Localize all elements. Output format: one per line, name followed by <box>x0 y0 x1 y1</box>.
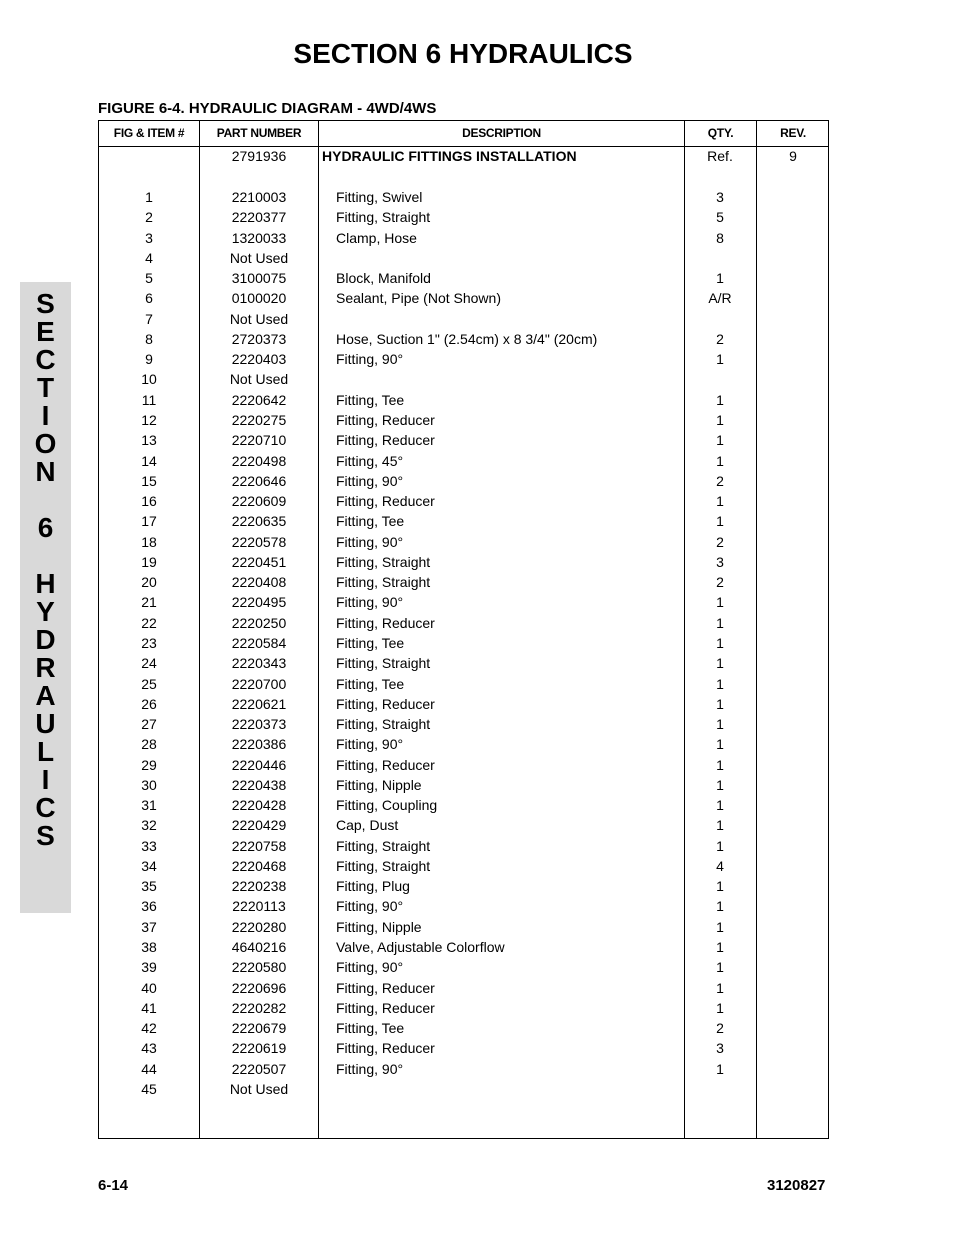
description-cell: Fitting, 90° <box>336 472 404 489</box>
description-cell: Fitting, Straight <box>336 209 431 226</box>
qty-cell: 1 <box>716 675 724 692</box>
side-tab-letters <box>20 290 71 850</box>
description-cell: Fitting, 90° <box>336 959 404 976</box>
qty-cell: 1 <box>716 837 724 854</box>
part-number-cell: 2220621 <box>231 695 287 712</box>
side-tab-letter: C <box>35 792 56 823</box>
item-cell: 22 <box>141 614 157 631</box>
table-row <box>99 451 828 471</box>
part-number-cell: 2220343 <box>231 655 287 672</box>
page-number: 6-14 <box>98 1177 129 1194</box>
description-cell: Fitting, Plug <box>336 878 410 895</box>
description-cell: Fitting, Straight <box>336 655 431 672</box>
part-number-cell: 2220700 <box>231 675 287 692</box>
table-row <box>99 957 828 977</box>
item-cell: 31 <box>141 797 157 814</box>
description-cell: Fitting, Tee <box>336 634 405 651</box>
part-number-cell: 2220646 <box>231 472 287 489</box>
part-number-cell: Not Used <box>229 371 289 388</box>
item-cell: 18 <box>141 533 157 550</box>
part-number-cell: 2220468 <box>231 857 287 874</box>
description-cell: Fitting, Reducer <box>336 1040 435 1057</box>
item-cell: 24 <box>141 655 157 672</box>
description-cell: Fitting, Straight <box>336 837 431 854</box>
description-cell: Fitting, 90° <box>336 736 404 753</box>
qty-cell: Ref. <box>707 148 733 164</box>
item-cell: 10 <box>141 371 157 388</box>
rev-cell: 9 <box>789 148 797 164</box>
description-cell: Fitting, Swivel <box>336 189 423 205</box>
part-number-cell: Not Used <box>229 310 289 327</box>
item-cell: 33 <box>141 837 157 854</box>
part-number-cell: 2220429 <box>231 817 287 834</box>
item-cell: 26 <box>141 695 157 712</box>
part-number-cell: 2220280 <box>231 918 287 935</box>
item-cell: 39 <box>141 959 157 976</box>
item-cell: 34 <box>141 857 157 874</box>
description-cell: Fitting, Reducer <box>336 493 435 510</box>
qty-cell: 1 <box>716 736 724 753</box>
description-cell: Fitting, Tee <box>336 675 405 692</box>
description-cell: Fitting, Straight <box>336 553 431 570</box>
description-cell: Clamp, Hose <box>336 229 417 246</box>
part-number-cell: 2220710 <box>231 432 287 449</box>
description-cell: Fitting, Straight <box>336 716 431 732</box>
part-number-cell: 3100075 <box>231 270 287 287</box>
description-cell: Fitting, Reducer <box>336 756 435 773</box>
description-cell: Fitting, Reducer <box>336 695 435 712</box>
header-rev: REV. <box>780 126 806 140</box>
qty-cell: 2 <box>716 472 724 489</box>
item-cell: 23 <box>141 634 157 651</box>
item-cell: 42 <box>141 1020 157 1037</box>
side-tab-letter: Y <box>36 596 55 627</box>
header-part-number: PART NUMBER <box>216 126 302 140</box>
qty-cell: 1 <box>716 655 724 672</box>
part-number-cell: 1320033 <box>231 229 287 246</box>
qty-cell: 1 <box>716 351 724 368</box>
qty-cell: 1 <box>716 695 724 712</box>
qty-cell: 1 <box>716 513 724 530</box>
item-cell: 20 <box>141 574 157 591</box>
qty-cell: 1 <box>716 432 724 449</box>
side-tab-letter: A <box>35 680 56 711</box>
table-row <box>99 1038 828 1058</box>
part-number-cell: 2220275 <box>231 412 287 428</box>
qty-cell: 5 <box>716 209 724 226</box>
side-tab-letter: N <box>35 456 56 487</box>
side-tab-letter: U <box>35 708 56 739</box>
table-row <box>99 248 828 268</box>
description-cell: Fitting, Reducer <box>336 432 435 449</box>
item-cell: 40 <box>141 979 157 996</box>
qty-cell: 1 <box>716 959 724 976</box>
table-row <box>99 896 828 916</box>
description-cell: Cap, Dust <box>336 817 399 834</box>
item-cell: 28 <box>141 736 157 753</box>
description-cell: Fitting, Nipple <box>336 776 422 793</box>
description-cell: Fitting, Reducer <box>336 412 435 428</box>
table-row <box>99 998 828 1018</box>
item-cell: 7 <box>145 310 153 327</box>
item-cell: 25 <box>141 675 157 692</box>
parts-table <box>98 120 829 1139</box>
description-cell: Block, Manifold <box>336 270 431 287</box>
part-number-cell: 2220428 <box>231 797 287 814</box>
description-cell: Fitting, Straight <box>336 857 431 874</box>
description-cell: Hose, Suction 1" (2.54cm) x 8 3/4" (20cm) <box>336 330 598 347</box>
part-number-cell: 2220438 <box>231 776 287 793</box>
qty-cell: 1 <box>716 817 724 834</box>
table-row <box>99 694 828 714</box>
item-cell: 4 <box>145 249 153 266</box>
part-number-cell: 2220282 <box>231 999 287 1016</box>
qty-cell: 3 <box>716 189 724 205</box>
table-row <box>99 390 828 410</box>
qty-cell: 4 <box>716 857 724 874</box>
table-row <box>99 937 828 957</box>
part-number-cell: 2220696 <box>231 979 287 996</box>
description-cell: Sealant, Pipe (Not Shown) <box>336 290 501 307</box>
description-cell: Fitting, 45° <box>336 452 404 469</box>
side-tab-letter: I <box>41 764 50 795</box>
qty-cell: 1 <box>716 716 724 732</box>
qty-cell: 1 <box>716 999 724 1016</box>
qty-cell: 1 <box>716 452 724 469</box>
item-cell: 38 <box>141 939 157 955</box>
page-title: SECTION 6 HYDRAULICS <box>293 38 633 69</box>
side-tab-letter: I <box>41 400 50 431</box>
table-row <box>99 714 828 734</box>
table-row <box>99 653 828 673</box>
qty-cell: 1 <box>716 979 724 996</box>
item-cell: 44 <box>141 1060 157 1077</box>
qty-cell: 1 <box>716 797 724 814</box>
table-row <box>99 572 828 592</box>
side-tab-letter: C <box>35 344 56 375</box>
part-number-cell: Not Used <box>229 1080 289 1097</box>
table-row <box>99 1079 828 1099</box>
item-cell: 16 <box>141 493 157 510</box>
description-cell: Fitting, Reducer <box>336 999 435 1016</box>
part-number-cell: 2210003 <box>231 189 287 205</box>
table-row <box>99 1018 828 1038</box>
qty-cell: 1 <box>716 878 724 895</box>
table-row <box>99 430 828 450</box>
item-cell: 13 <box>141 432 157 449</box>
item-cell: 30 <box>141 776 157 793</box>
part-number-cell: 2220584 <box>231 634 287 651</box>
item-cell: 12 <box>141 412 157 428</box>
item-cell: 27 <box>141 716 157 732</box>
part-number-cell: 2220619 <box>231 1040 287 1057</box>
table-row <box>99 511 828 531</box>
table-row <box>99 329 828 349</box>
table-row <box>99 471 828 491</box>
part-number-cell: Not Used <box>229 249 289 266</box>
qty-cell: 2 <box>716 1020 724 1037</box>
part-number-cell: 2220238 <box>231 878 287 895</box>
part-number-cell: 2220377 <box>231 209 287 226</box>
side-tab-letter: T <box>36 372 55 403</box>
item-cell: 3 <box>145 229 153 246</box>
part-number-cell: 2220679 <box>231 1020 287 1037</box>
description-cell: Fitting, Nipple <box>336 918 422 935</box>
description-cell: Fitting, 90° <box>336 351 404 368</box>
table-row <box>99 268 828 288</box>
qty-cell: 1 <box>716 270 724 287</box>
assembly-row <box>99 146 828 166</box>
part-number-cell: 2220642 <box>231 391 287 408</box>
description-cell: HYDRAULIC FITTINGS INSTALLATION <box>322 148 577 164</box>
qty-cell: 3 <box>716 553 724 570</box>
qty-cell: 1 <box>716 614 724 631</box>
table-row <box>99 532 828 552</box>
description-cell: Fitting, Reducer <box>336 614 435 631</box>
item-cell: 15 <box>141 472 157 489</box>
part-number-cell: 2791936 <box>231 148 287 164</box>
header-description: DESCRIPTION <box>462 126 541 140</box>
part-number-cell: 2220250 <box>231 614 287 631</box>
qty-cell: 1 <box>716 1060 724 1077</box>
description-cell: Fitting, Reducer <box>336 979 435 996</box>
part-number-cell: 2220758 <box>231 837 287 854</box>
item-cell: 1 <box>145 189 153 205</box>
description-cell: Fitting, Tee <box>336 513 405 530</box>
item-cell: 11 <box>141 391 157 408</box>
table-row <box>99 369 828 389</box>
table-row <box>99 288 828 308</box>
table-row <box>99 755 828 775</box>
table-row <box>99 228 828 248</box>
part-number-cell: 2220403 <box>231 351 287 368</box>
header-item: FIG & ITEM # <box>113 126 185 140</box>
item-cell: 35 <box>141 878 157 895</box>
side-tab-letter: H <box>35 568 56 599</box>
part-number-cell: 2220495 <box>231 594 287 611</box>
item-cell: 17 <box>141 513 157 530</box>
part-number-cell: 2220580 <box>231 959 287 976</box>
table-row <box>99 187 828 207</box>
side-tab-letter: O <box>34 428 57 459</box>
description-cell: Fitting, Tee <box>336 1020 405 1037</box>
table-row <box>99 917 828 937</box>
part-number-cell: 2220113 <box>232 898 286 915</box>
table-row <box>99 309 828 329</box>
table-row <box>99 613 828 633</box>
side-tab-letter: D <box>35 624 56 655</box>
item-cell: 45 <box>141 1080 157 1097</box>
part-number-cell: 2220609 <box>231 493 287 510</box>
table-row <box>99 734 828 754</box>
qty-cell: 1 <box>716 594 724 611</box>
description-cell: Valve, Adjustable Colorflow <box>336 939 505 955</box>
table-row <box>99 207 828 227</box>
item-cell: 21 <box>141 594 157 611</box>
part-number-cell: 2720373 <box>231 330 287 347</box>
qty-cell: 1 <box>716 776 724 793</box>
header-qty: QTY. <box>707 126 734 140</box>
qty-cell: 2 <box>716 330 724 347</box>
part-number-cell: 0100020 <box>231 290 287 307</box>
side-tab-letter: 6 <box>37 512 54 543</box>
item-cell: 41 <box>141 999 157 1016</box>
table-row <box>99 592 828 612</box>
table-row <box>99 978 828 998</box>
item-cell: 43 <box>141 1040 157 1057</box>
qty-cell: 1 <box>716 918 724 935</box>
qty-cell: A/R <box>708 290 732 307</box>
qty-cell: 1 <box>716 391 724 408</box>
item-cell: 32 <box>141 817 157 834</box>
item-cell: 5 <box>145 270 153 287</box>
qty-cell: 1 <box>716 634 724 651</box>
description-cell: Fitting, Straight <box>336 574 431 591</box>
part-number-cell: 2220408 <box>231 574 287 591</box>
item-cell: 36 <box>141 898 157 915</box>
table-row <box>99 674 828 694</box>
figure-title: FIGURE 6-4. HYDRAULIC DIAGRAM - 4WD/4WS <box>98 100 437 117</box>
qty-cell: 2 <box>716 574 724 591</box>
description-cell: Fitting, Tee <box>336 391 405 408</box>
qty-cell: 1 <box>716 756 724 773</box>
side-tab-letter: L <box>36 736 55 767</box>
qty-cell: 1 <box>716 898 724 915</box>
item-cell: 2 <box>145 209 153 226</box>
table-row <box>99 836 828 856</box>
side-tab-letter: S <box>36 820 55 851</box>
description-cell: Fitting, 90° <box>336 594 404 611</box>
part-number-cell: 2220373 <box>231 716 287 732</box>
document-number: 3120827 <box>767 1177 826 1194</box>
table-row <box>99 815 828 835</box>
side-tab-letter: E <box>36 316 55 347</box>
table-row <box>99 349 828 369</box>
item-cell: 29 <box>141 756 157 773</box>
description-cell: Fitting, Coupling <box>336 797 438 814</box>
table-row <box>99 410 828 430</box>
qty-cell: 1 <box>716 412 724 428</box>
item-cell: 14 <box>141 452 157 469</box>
part-number-cell: 2220635 <box>231 513 287 530</box>
table-row <box>99 795 828 815</box>
table-row <box>99 856 828 876</box>
table-row <box>99 1059 828 1079</box>
part-number-cell: 2220451 <box>231 553 287 570</box>
item-cell: 9 <box>145 351 153 368</box>
item-cell: 8 <box>145 330 153 347</box>
section-side-tab <box>20 282 71 913</box>
table-row <box>99 775 828 795</box>
part-number-cell: 2220446 <box>231 756 287 773</box>
description-cell: Fitting, 90° <box>336 898 404 915</box>
side-tab-letter: S <box>36 288 55 319</box>
description-cell: Fitting, 90° <box>336 1060 404 1077</box>
part-number-cell: 4640216 <box>231 939 287 955</box>
side-tab-letter: R <box>35 652 56 683</box>
part-number-cell: 2220386 <box>231 736 287 753</box>
part-number-cell: 2220578 <box>231 533 287 550</box>
part-number-cell: 2220498 <box>231 452 287 469</box>
qty-cell: 8 <box>716 229 724 246</box>
item-cell: 37 <box>141 918 157 935</box>
qty-cell: 2 <box>716 533 724 550</box>
table-row <box>99 552 828 572</box>
qty-cell: 1 <box>716 939 724 955</box>
table-row <box>99 876 828 896</box>
description-cell: Fitting, 90° <box>336 533 404 550</box>
qty-cell: 3 <box>716 1040 724 1057</box>
table-row <box>99 633 828 653</box>
item-cell: 19 <box>141 553 157 570</box>
qty-cell: 1 <box>716 493 724 510</box>
item-cell: 6 <box>145 290 153 307</box>
table-row <box>99 491 828 511</box>
part-number-cell: 2220507 <box>231 1060 287 1077</box>
